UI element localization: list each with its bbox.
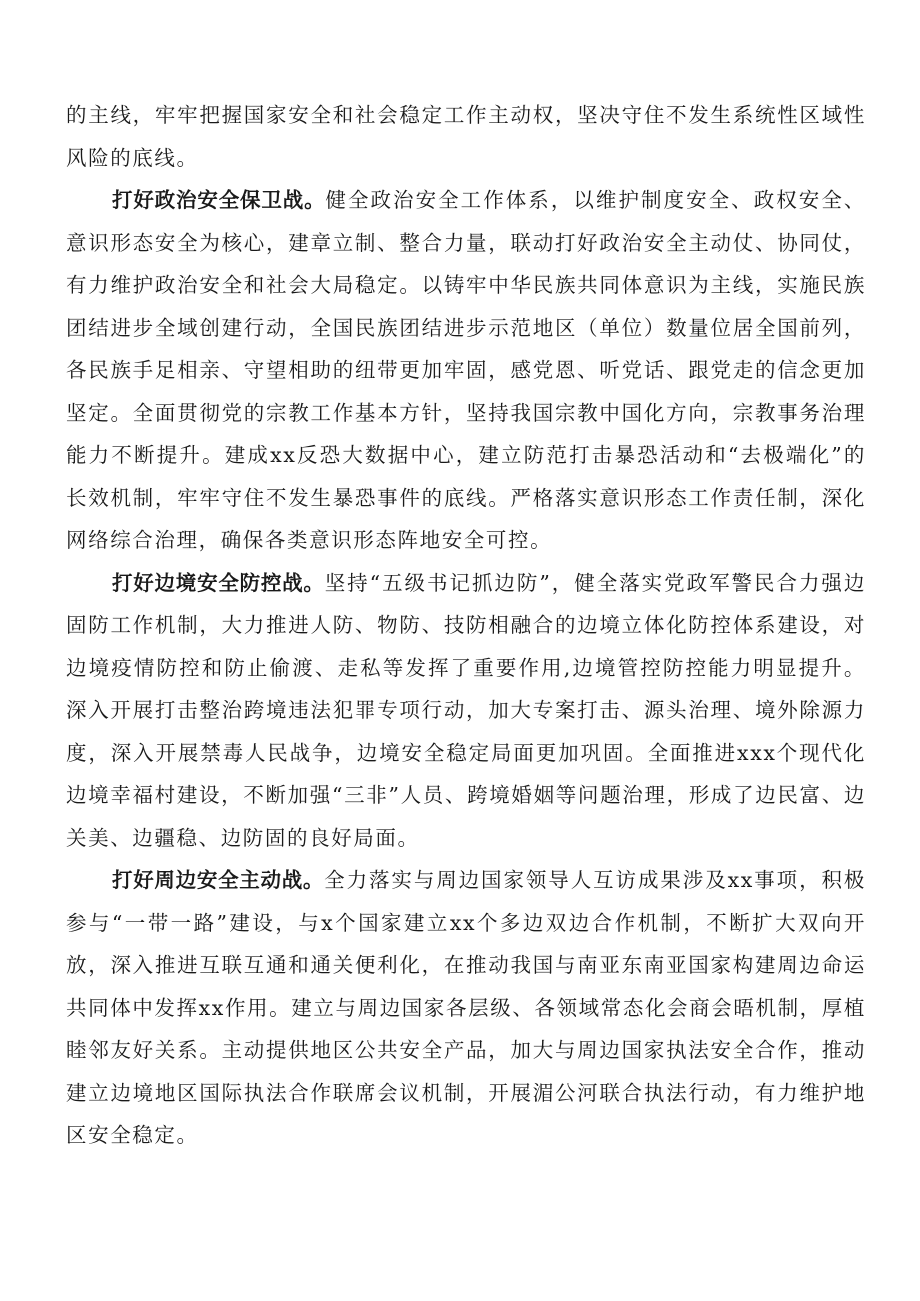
paragraph-text: 坚持“五级书记抓边防”，健全落实党政军警民合力强边固防工作机制，大力推进人防、物防、技防相融合的边境立体化防控体系建设，对边境疫情防控和防止偷渡、走私等发挥了重要作用,边境管控防控能力明显提升。深入开展打击整治跨境违法犯罪专项行动，加大专案打击、源头治理、境外除源力度，深入开展禁毒人民战争，边境安全稳定局面更加巩固。全面推进xxx个现代化边境幸福村建设，不断加强“三非”人员、跨境婚姻等问题治理，形成了边民富、边关美、边疆稳、边防固的良好局面。	[66, 570, 866, 850]
paragraph-border-security	[66, 562, 866, 860]
paragraph-political-security	[66, 179, 866, 562]
paragraph-continuation	[66, 94, 866, 179]
paragraph-heading: 打好边境安全防控战。	[112, 570, 325, 595]
paragraph-peripheral-security	[66, 859, 866, 1157]
paragraph-text: 的主线，牢牢把握国家安全和社会稳定工作主动权，坚决守住不发生系统性区域性风险的底线。	[66, 103, 866, 170]
document-page	[66, 94, 866, 1157]
paragraph-text: 全力落实与周边国家领导人互访成果涉及xx事项，积极参与“一带一路”建设，与x个国家建立xx个多边双边合作机制，不断扩大双向开放，深入推进互联互通和通关便利化，在推动我国与南亚东南亚国家构建周边命运共同体中发挥xx作用。建立与周边国家各层级、各领域常态化会商会晤机制，厚植睦邻友好关系。主动提供地区公共安全产品，加大与周边国家执法安全合作，推动建立边境地区国际执法合作联席会议机制，开展湄公河联合执法行动，有力维护地区安全稳定。	[66, 868, 867, 1147]
paragraph-heading: 打好政治安全保卫战。	[112, 188, 326, 212]
paragraph-heading: 打好周边安全主动战。	[112, 868, 325, 892]
paragraph-text: 健全政治安全工作体系，以维护制度安全、政权安全、意识形态安全为核心，建章立制、整合力量，联动打好政治安全主动仗、协同仗，有力维护政治安全和社会大局稳定。以铸牢中华民族共同体意识为主线，实施民族团结进步全域创建行动，全国民族团结进步示范地区（单位）数量位居全国前列，各民族手足相亲、守望相助的纽带更加牢固，感党恩、听党话、跟党走的信念更加坚定。全面贯彻党的宗教工作基本方针，坚持我国宗教中国化方向，宗教事务治理能力不断提升。建成xx反恐大数据中心，建立防范打击暴恐活动和“去极端化”的长效机制，牢牢守住不发生暴恐事件的底线。严格落实意识形态工作责任制，深化网络综合治理，确保各类意识形态阵地安全可控。	[66, 188, 866, 552]
